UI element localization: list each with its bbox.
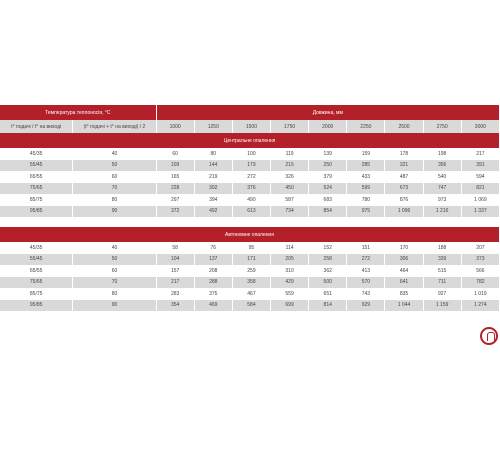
- heat-output-cell: 559: [271, 288, 309, 300]
- heat-output-cell: 372: [156, 206, 194, 218]
- heat-output-cell: 375: [194, 288, 232, 300]
- heat-output-cell: 1 159: [423, 300, 461, 312]
- heat-output-cell: 927: [423, 288, 461, 300]
- supply-return-cell: 45/35: [0, 242, 73, 254]
- heat-output-cell: 379: [309, 171, 347, 183]
- length-column-header: 1750: [271, 120, 309, 133]
- heat-output-cell: 297: [156, 194, 194, 206]
- heat-output-cell: 433: [347, 171, 385, 183]
- heat-output-cell: 217: [461, 148, 499, 160]
- table-row: [0, 148, 500, 160]
- header-row-columns: [0, 120, 500, 133]
- heat-output-cell: 205: [271, 254, 309, 266]
- heat-output-cell: 599: [347, 183, 385, 195]
- average-temp-cell: 50: [73, 254, 156, 266]
- heat-output-cell: 1 044: [385, 300, 423, 312]
- heat-output-cell: 228: [156, 183, 194, 195]
- heat-output-table-container: [0, 105, 500, 311]
- heat-output-cell: 683: [309, 194, 347, 206]
- heat-output-cell: 178: [385, 148, 423, 160]
- heat-output-cell: 1 096: [385, 206, 423, 218]
- heat-output-cell: 566: [461, 265, 499, 277]
- heat-output-cell: 151: [347, 242, 385, 254]
- length-header: Довжина, мм: [156, 105, 499, 120]
- supply-return-cell: 75/65: [0, 277, 73, 289]
- table-row: [0, 288, 500, 300]
- heat-output-cell: 1 019: [461, 288, 499, 300]
- heat-output-cell: 500: [309, 277, 347, 289]
- length-column-header: 2750: [423, 120, 461, 133]
- heat-output-cell: 711: [423, 277, 461, 289]
- table-body: [0, 133, 500, 311]
- average-temp-cell: 40: [73, 242, 156, 254]
- heat-output-cell: 157: [156, 265, 194, 277]
- heat-output-cell: 394: [194, 194, 232, 206]
- heat-output-cell: 587: [271, 194, 309, 206]
- length-column-header: 2500: [385, 120, 423, 133]
- table-row: [0, 254, 500, 266]
- heat-output-cell: 814: [309, 300, 347, 312]
- heat-output-cell: 165: [156, 171, 194, 183]
- section-spacer: [0, 217, 500, 227]
- supply-return-cell: 85/75: [0, 194, 73, 206]
- average-temp-cell: 50: [73, 160, 156, 172]
- heat-output-cell: 876: [385, 194, 423, 206]
- heat-output-cell: 780: [347, 194, 385, 206]
- average-temp-cell: 40: [73, 148, 156, 160]
- heat-output-cell: 100: [232, 148, 270, 160]
- heat-output-cell: 673: [385, 183, 423, 195]
- heat-output-cell: 119: [271, 148, 309, 160]
- header-row-titles: [0, 105, 500, 120]
- heat-output-cell: 492: [194, 206, 232, 218]
- length-column-header: 1500: [232, 120, 270, 133]
- heat-output-cell: 144: [194, 160, 232, 172]
- supply-return-cell: 65/55: [0, 171, 73, 183]
- heat-output-cell: 354: [156, 300, 194, 312]
- average-temp-cell: 80: [73, 194, 156, 206]
- supply-return-cell: 75/65: [0, 183, 73, 195]
- supply-return-cell: 65/55: [0, 265, 73, 277]
- heat-output-cell: 540: [423, 171, 461, 183]
- heat-output-cell: 171: [232, 254, 270, 266]
- heat-output-cell: 929: [347, 300, 385, 312]
- heat-output-cell: 272: [232, 171, 270, 183]
- phone-badge-icon[interactable]: [480, 327, 498, 345]
- heat-output-cell: 259: [232, 265, 270, 277]
- temperature-header: Температура теплоносія, °C: [0, 105, 156, 120]
- average-temp-cell: 90: [73, 300, 156, 312]
- heat-output-cell: 152: [309, 242, 347, 254]
- average-temp-cell: 60: [73, 171, 156, 183]
- heat-output-cell: 76: [194, 242, 232, 254]
- heat-output-cell: 283: [156, 288, 194, 300]
- heat-output-cell: 306: [385, 254, 423, 266]
- heat-output-cell: 973: [423, 194, 461, 206]
- heat-output-cell: 321: [385, 160, 423, 172]
- table-row: [0, 265, 500, 277]
- table-row: [0, 183, 500, 195]
- heat-output-table: [0, 105, 500, 311]
- heat-output-cell: 570: [347, 277, 385, 289]
- heat-output-cell: 302: [194, 183, 232, 195]
- table-row: [0, 242, 500, 254]
- length-column-header: 3000: [461, 120, 499, 133]
- heat-output-cell: 413: [347, 265, 385, 277]
- heat-output-cell: 80: [194, 148, 232, 160]
- heat-output-cell: 179: [232, 160, 270, 172]
- heat-output-cell: 326: [271, 171, 309, 183]
- table-row: [0, 160, 500, 172]
- table-row: [0, 206, 500, 218]
- heat-output-cell: 487: [385, 171, 423, 183]
- heat-output-cell: 376: [232, 183, 270, 195]
- heat-output-cell: 450: [271, 183, 309, 195]
- heat-output-cell: 699: [271, 300, 309, 312]
- col-average-header: (t° подачі + t° на виході) / 2: [73, 120, 156, 133]
- heat-output-cell: 109: [156, 160, 194, 172]
- heat-output-cell: 821: [461, 183, 499, 195]
- heat-output-cell: 198: [423, 148, 461, 160]
- heat-output-cell: 975: [347, 206, 385, 218]
- supply-return-cell: 55/45: [0, 254, 73, 266]
- heat-output-cell: 272: [347, 254, 385, 266]
- length-column-header: 1250: [194, 120, 232, 133]
- heat-output-cell: 207: [461, 242, 499, 254]
- heat-output-cell: 743: [347, 288, 385, 300]
- average-temp-cell: 70: [73, 277, 156, 289]
- col-supply-return-header: t° подачі / t° на виході: [0, 120, 73, 133]
- heat-output-cell: 217: [156, 277, 194, 289]
- section-row: [0, 227, 500, 242]
- heat-output-cell: 219: [194, 171, 232, 183]
- average-temp-cell: 70: [73, 183, 156, 195]
- heat-output-cell: 747: [423, 183, 461, 195]
- heat-output-cell: 854: [309, 206, 347, 218]
- heat-output-cell: 429: [271, 277, 309, 289]
- supply-return-cell: 55/45: [0, 160, 73, 172]
- heat-output-cell: 734: [271, 206, 309, 218]
- heat-output-cell: 584: [232, 300, 270, 312]
- heat-output-cell: 613: [232, 206, 270, 218]
- section-title: Центральне опалення: [0, 133, 500, 148]
- table-row: [0, 277, 500, 289]
- heat-output-cell: 208: [194, 265, 232, 277]
- table-row: [0, 171, 500, 183]
- heat-output-cell: 1 274: [461, 300, 499, 312]
- heat-output-cell: 258: [309, 254, 347, 266]
- heat-output-cell: 358: [232, 277, 270, 289]
- heat-output-cell: 356: [423, 160, 461, 172]
- heat-output-cell: 250: [309, 160, 347, 172]
- length-column-header: 1000: [156, 120, 194, 133]
- table-row: [0, 194, 500, 206]
- heat-output-cell: 188: [423, 242, 461, 254]
- heat-output-cell: 288: [194, 277, 232, 289]
- section-row: [0, 133, 500, 148]
- heat-output-cell: 310: [271, 265, 309, 277]
- supply-return-cell: 85/75: [0, 288, 73, 300]
- heat-output-cell: 339: [423, 254, 461, 266]
- heat-output-cell: 362: [309, 265, 347, 277]
- length-column-header: 2250: [347, 120, 385, 133]
- average-temp-cell: 90: [73, 206, 156, 218]
- heat-output-cell: 464: [385, 265, 423, 277]
- heat-output-cell: 159: [347, 148, 385, 160]
- heat-output-cell: 469: [194, 300, 232, 312]
- heat-output-cell: 373: [461, 254, 499, 266]
- heat-output-cell: 95: [232, 242, 270, 254]
- heat-output-cell: 114: [271, 242, 309, 254]
- heat-output-cell: 285: [347, 160, 385, 172]
- spacer-cell: [0, 217, 500, 227]
- heat-output-cell: 594: [461, 171, 499, 183]
- average-temp-cell: 60: [73, 265, 156, 277]
- heat-output-cell: 391: [461, 160, 499, 172]
- heat-output-cell: 490: [232, 194, 270, 206]
- heat-output-cell: 139: [309, 148, 347, 160]
- heat-output-cell: 215: [271, 160, 309, 172]
- supply-return-cell: 95/85: [0, 300, 73, 312]
- heat-output-cell: 835: [385, 288, 423, 300]
- length-column-header: 2000: [309, 120, 347, 133]
- heat-output-cell: 515: [423, 265, 461, 277]
- heat-output-cell: 170: [385, 242, 423, 254]
- heat-output-cell: 524: [309, 183, 347, 195]
- heat-output-cell: 1 216: [423, 206, 461, 218]
- heat-output-cell: 782: [461, 277, 499, 289]
- heat-output-cell: 137: [194, 254, 232, 266]
- heat-output-cell: 467: [232, 288, 270, 300]
- heat-output-cell: 104: [156, 254, 194, 266]
- section-title: Автономне опалення: [0, 227, 500, 242]
- table-row: [0, 300, 500, 312]
- heat-output-cell: 641: [385, 277, 423, 289]
- supply-return-cell: 45/35: [0, 148, 73, 160]
- heat-output-cell: 58: [156, 242, 194, 254]
- heat-output-cell: 651: [309, 288, 347, 300]
- heat-output-cell: 1 069: [461, 194, 499, 206]
- supply-return-cell: 95/85: [0, 206, 73, 218]
- heat-output-cell: 1 337: [461, 206, 499, 218]
- average-temp-cell: 80: [73, 288, 156, 300]
- heat-output-cell: 60: [156, 148, 194, 160]
